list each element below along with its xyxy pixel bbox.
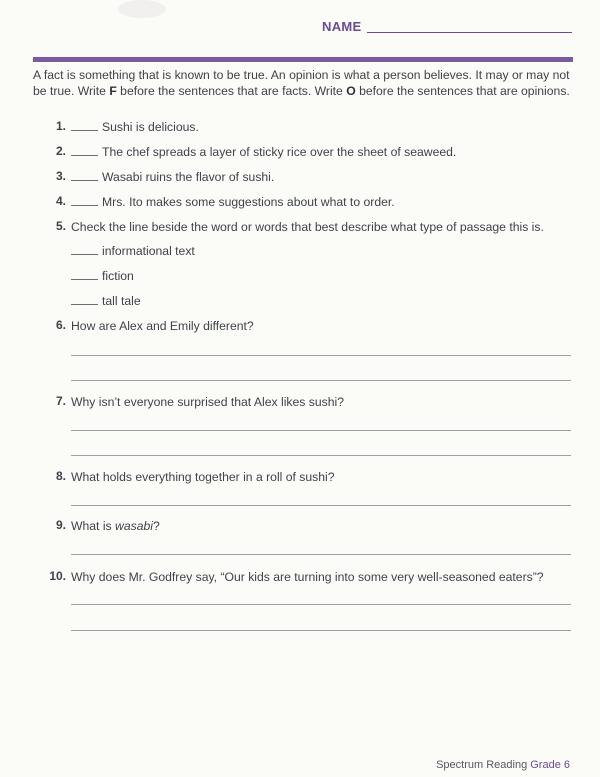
answer-blank[interactable] [71, 144, 98, 156]
question-mark: ? [152, 519, 160, 533]
check-blank[interactable] [71, 268, 98, 280]
header-divider [33, 57, 573, 62]
answer-line[interactable] [71, 604, 571, 605]
question-number: 1. [55, 119, 66, 133]
question-8: What holds everything together in a roll of sushi? [71, 470, 335, 484]
question-number: 6. [55, 318, 66, 332]
answer-line[interactable] [71, 455, 571, 456]
question-3 [71, 169, 274, 185]
instructions [33, 67, 573, 99]
smudge [118, 0, 166, 18]
question-number: 9. [55, 518, 66, 532]
series-name: Spectrum Reading [436, 759, 528, 771]
question-number: 8. [55, 469, 66, 483]
question-7: Why isn’t everyone surprised that Alex likes sushi? [71, 395, 344, 409]
name-line[interactable] [367, 32, 572, 33]
question-6: How are Alex and Emily different? [71, 319, 254, 333]
name-label: NAME [322, 19, 362, 34]
instructions-text-3: before the sentences that are opinions. [355, 84, 570, 98]
question-text: What is [71, 519, 116, 533]
answer-line[interactable] [71, 554, 571, 555]
answer-line[interactable] [71, 505, 571, 506]
instructions-text-2: before the sentences that are facts. Write [116, 84, 347, 98]
question-number: 4. [55, 194, 66, 208]
answer-line[interactable] [71, 430, 571, 431]
answer-line[interactable] [71, 380, 571, 381]
question-text: Wasabi ruins the flavor of sushi. [102, 170, 275, 184]
question-number: 2. [55, 144, 66, 158]
question-text: Mrs. Ito makes some suggestions about what to order. [102, 195, 395, 209]
question-9 [71, 518, 160, 534]
option-fiction [71, 268, 134, 284]
question-number: 7. [55, 394, 66, 408]
option-tall-tale [71, 293, 141, 309]
opinion-letter: O [346, 84, 356, 98]
question-1 [71, 119, 199, 135]
answer-blank[interactable] [71, 194, 98, 206]
question-text: Sushi is delicious. [102, 120, 199, 134]
check-blank[interactable] [71, 293, 98, 305]
question-10: Why does Mr. Godfrey say, “Our kids are turning into some very well-seasoned eaters”? [71, 570, 544, 584]
question-5: Check the line beside the word or words that best describe what type of passage this is. [71, 220, 544, 234]
instructions-text-1: A fact is something that is known to be true. An opinion is what a person believes. It may or may not be true. Write [33, 68, 570, 98]
footer [436, 759, 570, 771]
question-number: 5. [55, 219, 66, 233]
question-number: 3. [55, 169, 66, 183]
answer-blank[interactable] [71, 119, 98, 131]
option-label: fiction [102, 269, 134, 283]
option-label: tall tale [102, 294, 141, 308]
fact-letter: F [109, 84, 117, 98]
question-number: 10. [49, 569, 66, 583]
question-2 [71, 144, 456, 160]
check-blank[interactable] [71, 243, 98, 255]
wasabi-term: wasabi [115, 519, 153, 533]
option-informational [71, 243, 195, 259]
answer-line[interactable] [71, 630, 571, 631]
answer-blank[interactable] [71, 169, 98, 181]
option-label: informational text [102, 244, 195, 258]
question-text: The chef spreads a layer of sticky rice over the sheet of seaweed. [102, 145, 457, 159]
name-field [322, 19, 572, 37]
question-4 [71, 194, 395, 210]
answer-line[interactable] [71, 355, 571, 356]
grade-label: Grade 6 [530, 759, 570, 771]
